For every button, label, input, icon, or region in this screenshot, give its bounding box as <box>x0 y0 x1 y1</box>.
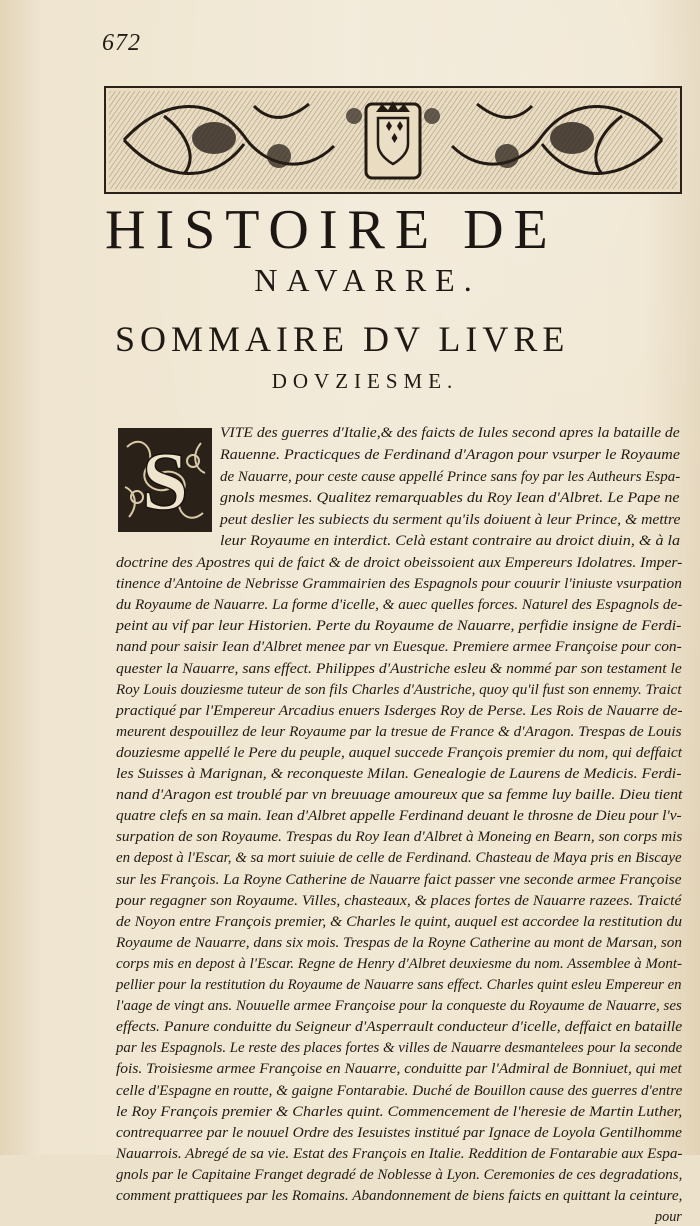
text-line: douziesme appellé le Pere du peuple, auquel succede François premier du nom, qui deffaict <box>116 744 682 761</box>
text-line: quatre clefs en sa main. Iean d'Albret appelle Ferdinand deuant le throsne de Dieu pour l'v- <box>116 808 682 825</box>
text-line: Rauenne. Practicques de Ferdinand d'Aragon pour vsurper le Royaume <box>220 447 680 463</box>
text-line: nand d'Aragon est troublé par vn breuuage amoureux que sa femme luy baille. Dieu tient <box>116 787 683 804</box>
text-line: contrequarree par le nouuel Ordre des Iesuistes institué par Ignace de Loyola Gentilhomme <box>116 1124 682 1141</box>
text-line: Roy Louis douziesme tuteur de son fils Charles d'Austriche, quoy qu'il fust son ennemy. Traict <box>116 681 682 698</box>
text-line: effects. Panure conduitte du Seigneur d'Asperrault conducteur d'icelle, deffaict en bataille <box>116 1019 683 1036</box>
text-line: leur Royaume en interdict. Celà estant contraire au droict diuin, & à la <box>220 533 681 549</box>
text-line: tinence d'Antoine de Nebrisse Grammairien des Espagnols pour couurir l'iniuste vsurpation <box>116 576 682 593</box>
text-line: surpation de son Royaume. Trespas du Roy Iean d'Albret à Moneing en Bearn, son corps mis <box>116 829 683 846</box>
text-line: de Nauarre, pour ceste cause appellé Prince sans foy par les Autheurs Espa- <box>220 469 681 485</box>
text-line: l'aage de vingt ans. Nouuelle armee Françoise pour la conqueste du Royaume de Nauarre, ses <box>116 998 682 1015</box>
text-line: pour regagner son Royaume. Villes, chasteaux, & places fortes de Nauarre razees. Traicté <box>116 892 682 909</box>
ornamental-headpiece <box>104 86 682 194</box>
text-line: fois. Troisiesme armee Françoise en Nauarre, conduitte par l'Admiral de Bonniuet, qui met <box>116 1061 682 1078</box>
dropcap-ornament <box>117 427 213 533</box>
text-line: sur les François. La Royne Catherine de Nauarre faict passer vne seconde armee Françoise <box>116 871 682 888</box>
book-number-heading: DOVZIESME. <box>271 369 459 393</box>
text-line: le Roy François premier & Charles quint. Commencement de l'heresie de Martin Luther, <box>116 1103 683 1120</box>
title-histoire-de: HISTOIRE DE <box>105 199 558 261</box>
text-line: celle d'Espagne en routte, & gaigne Fontarabie. Duché de Bouillon cause des guerres d'entre <box>116 1082 683 1099</box>
text-line: peut deslier les subiects du serment qu'ils doiuent à leur Prince, & mettre <box>220 512 681 528</box>
text-line: Nauarrois. Abregé de sa vie. Estat des François en Italie. Reddition de Fontarabie aux Espa- <box>116 1145 683 1162</box>
text-line: gnols mesmes. Qualitez remarquables du Roy Iean d'Albret. Le Pape ne <box>220 490 680 506</box>
title-navarre: NAVARRE. <box>254 262 481 298</box>
text-line: les Suisses à Marignan, & reconqueste Milan. Genealogie de Laurens de Medicis. Ferdi- <box>116 766 682 782</box>
text-line: du Royaume de Nauarre. La forme d'icelle, & auec quelles forces. Naturel des Espagnols de- <box>116 597 683 614</box>
text-line: doctrine des Apostres qui de faict & de droict obeissoient aux Empereurs Idolatres. Imper- <box>116 555 683 571</box>
text-line: par les Espagnols. Le reste des places fortes & villes de Nauarre desmantelees pour la seconde <box>116 1040 683 1057</box>
text-line: de Noyon entre François premier, & Charles le quint, auquel est accordee la restitution du <box>116 913 683 930</box>
text-line: Royaume de Nauarre, dans six mois. Trespas de la Royne Catherine au mont de Marsan, son <box>116 934 682 951</box>
text-line: peint au vif par leur Historien. Perte du Royaume de Nauarre, perfidie insigne de Ferdi- <box>116 618 682 635</box>
text-line: quester la Nauarre, sans effect. Philippes d'Austriche esleu & nommé par son testament le <box>116 660 682 677</box>
text-line: practiqué par l'Empereur Arcadius enuers Isderges Roy de Perse. Les Rois de Nauarre de- <box>116 702 683 719</box>
dropcap-letter: S <box>141 435 189 528</box>
text-line: corps mis en depost à l'Escar. Regne de Henry d'Albret deuxiesme du nom. Assemblee à Mont- <box>116 955 683 972</box>
page-number: 672 <box>102 30 141 56</box>
text-line: pellier pour la restitution du Royaume de Nauarre sans effect. Charles quint esleu Empereur en <box>116 977 682 993</box>
summary-heading: SOMMAIRE DV LIVRE <box>115 319 570 359</box>
text-line: en depost à l'Escar, & sa mort suiuie de celle de Ferdinand. Chasteau de Maya pris en Biscaye <box>116 850 682 867</box>
text-line: pour <box>655 1209 682 1226</box>
text-line: meurent despouillez de leur Royaume par la tresue de France & d'Aragon. Trespas de Louis <box>116 723 682 740</box>
text-line: comment prattiquees par les Romains. Abandonnement de biens faicts en quittant la ceinture, <box>116 1188 683 1204</box>
text-line: nand pour saisir Iean d'Albret menee par vn Euesque. Premiere armee Françoise pour con- <box>116 639 682 656</box>
text-line: gnols par le Capitaine Franget degradé de Noblesse à Lyon. Ceremonies de ces degradations, <box>116 1166 683 1183</box>
text-line: VITE des guerres d'Italie,& des faicts de Iules second apres la bataille de <box>220 425 680 441</box>
